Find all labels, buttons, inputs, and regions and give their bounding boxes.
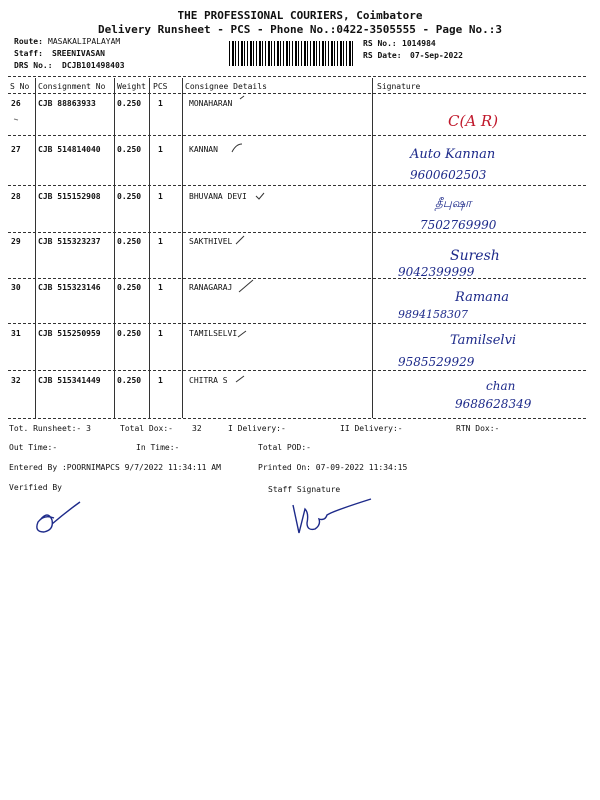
signature-row-28-name: தீபுஷா bbox=[435, 196, 472, 210]
printed-on: Printed On: 07-09-2022 11:34:15 bbox=[258, 463, 408, 472]
row-sno: 27 bbox=[11, 145, 21, 154]
i-delivery: I Delivery:- bbox=[228, 424, 286, 433]
out-time: Out Time:- bbox=[9, 443, 58, 452]
route-value: MASAKALIPALAYAM bbox=[48, 37, 121, 46]
row-consignee: TAMILSELVI bbox=[189, 329, 238, 338]
staff-value: SREENIVASAN bbox=[52, 49, 105, 58]
row-pcs: 1 bbox=[158, 329, 163, 338]
row-consignment: CJB 514814040 bbox=[38, 145, 101, 154]
row-weight: 0.250 bbox=[117, 329, 142, 338]
rs-date-label: RS Date: bbox=[363, 51, 402, 60]
row-consignment: CJB 515152908 bbox=[38, 192, 101, 201]
signature-row-29-name: Suresh bbox=[450, 248, 500, 264]
col-header-pcs: PCS bbox=[153, 82, 168, 91]
row-sno: 28 bbox=[11, 192, 21, 201]
row-sno: 31 bbox=[11, 329, 21, 338]
row-consignee: MONAHARAN bbox=[189, 99, 233, 108]
row-pcs: 1 bbox=[158, 237, 163, 246]
staff-label: Staff: bbox=[14, 49, 43, 58]
rtn-dox: RTN Dox:- bbox=[456, 424, 500, 433]
col-header-signature: Signature bbox=[377, 82, 421, 91]
verified-by-label: Verified By bbox=[9, 483, 62, 492]
row-pcs: 1 bbox=[158, 99, 163, 108]
row-pcs: 1 bbox=[158, 145, 163, 154]
total-dox-value: 32 bbox=[192, 424, 202, 433]
row-consignee: SAKTHIVEL bbox=[189, 237, 233, 246]
signature-row-29-phone: 9042399999 bbox=[398, 265, 475, 279]
in-time: In Time:- bbox=[136, 443, 180, 452]
row-weight: 0.250 bbox=[117, 283, 142, 292]
row-weight: 0.250 bbox=[117, 237, 142, 246]
rs-no-label: RS No.: bbox=[363, 39, 397, 48]
ii-delivery: II Delivery:- bbox=[340, 424, 403, 433]
col-header-consignment: Consignment No bbox=[38, 82, 106, 91]
total-dox-label: Total Dox:- bbox=[120, 424, 173, 433]
col-header-weight: Weight bbox=[117, 82, 146, 91]
signature-row-27-name: Auto Kannan bbox=[410, 147, 496, 162]
rs-date-value: 07-Sep-2022 bbox=[410, 51, 463, 60]
signature-row-28-phone: 7502769990 bbox=[420, 218, 497, 232]
runsheet-title: Delivery Runsheet - PCS - Phone No.:0422-3505555 - Page No.:3 bbox=[98, 23, 502, 36]
col-header-sno: S No bbox=[10, 82, 30, 91]
row-consignment: CJB 515250959 bbox=[38, 329, 101, 338]
staff-signature-label: Staff Signature bbox=[268, 485, 341, 494]
signature-row-27-phone: 9600602503 bbox=[410, 168, 487, 182]
company-title: THE PROFESSIONAL COURIERS, Coimbatore bbox=[177, 9, 423, 22]
row-sno: 29 bbox=[11, 237, 21, 246]
rs-no-value: 1014984 bbox=[402, 39, 436, 48]
total-pod: Total POD:- bbox=[258, 443, 311, 452]
row-weight: 0.250 bbox=[117, 99, 142, 108]
row-sno: 30 bbox=[11, 283, 21, 292]
signature-row-32-name: chan bbox=[486, 379, 516, 393]
row-weight: 0.250 bbox=[117, 192, 142, 201]
entered-by: Entered By :POORNIMAPCS 9/7/2022 11:34:11 AM bbox=[9, 463, 221, 472]
signature-row-32-phone: 9688628349 bbox=[455, 397, 532, 411]
drs-label: DRS No.: bbox=[14, 61, 53, 70]
signature-row-26: C(A R) bbox=[448, 112, 499, 130]
row-consignment: CJB 515341449 bbox=[38, 376, 101, 385]
row-consignment: CJB 515323237 bbox=[38, 237, 101, 246]
row-consignment: CJB 88863933 bbox=[38, 99, 96, 108]
row-weight: 0.250 bbox=[117, 376, 142, 385]
signature-row-30-name: Ramana bbox=[455, 290, 510, 305]
col-header-consignee: Consignee Details bbox=[185, 82, 267, 91]
row-consignee: BHUVANA DEVI bbox=[189, 192, 247, 201]
row-consignee: RANAGARAJ bbox=[189, 283, 233, 292]
tot-runsheet: Tot. Runsheet:- 3 bbox=[9, 424, 91, 433]
row-sno: 26 bbox=[11, 99, 21, 108]
row-consignee: CHITRA S bbox=[189, 376, 228, 385]
row-consignment: CJB 515323146 bbox=[38, 283, 101, 292]
drs-value: DCJB101498403 bbox=[62, 61, 125, 70]
row-consignee: KANNAN bbox=[189, 145, 218, 154]
signature-row-31-name: Tamilselvi bbox=[450, 333, 517, 348]
route-label: Route: bbox=[14, 37, 43, 46]
row-weight: 0.250 bbox=[117, 145, 142, 154]
row-sno: 32 bbox=[11, 376, 21, 385]
row-pcs: 1 bbox=[158, 283, 163, 292]
signature-row-31-phone: 9585529929 bbox=[398, 355, 475, 369]
row-pcs: 1 bbox=[158, 376, 163, 385]
row-pcs: 1 bbox=[158, 192, 163, 201]
signature-row-30-phone: 9894158307 bbox=[398, 308, 468, 321]
